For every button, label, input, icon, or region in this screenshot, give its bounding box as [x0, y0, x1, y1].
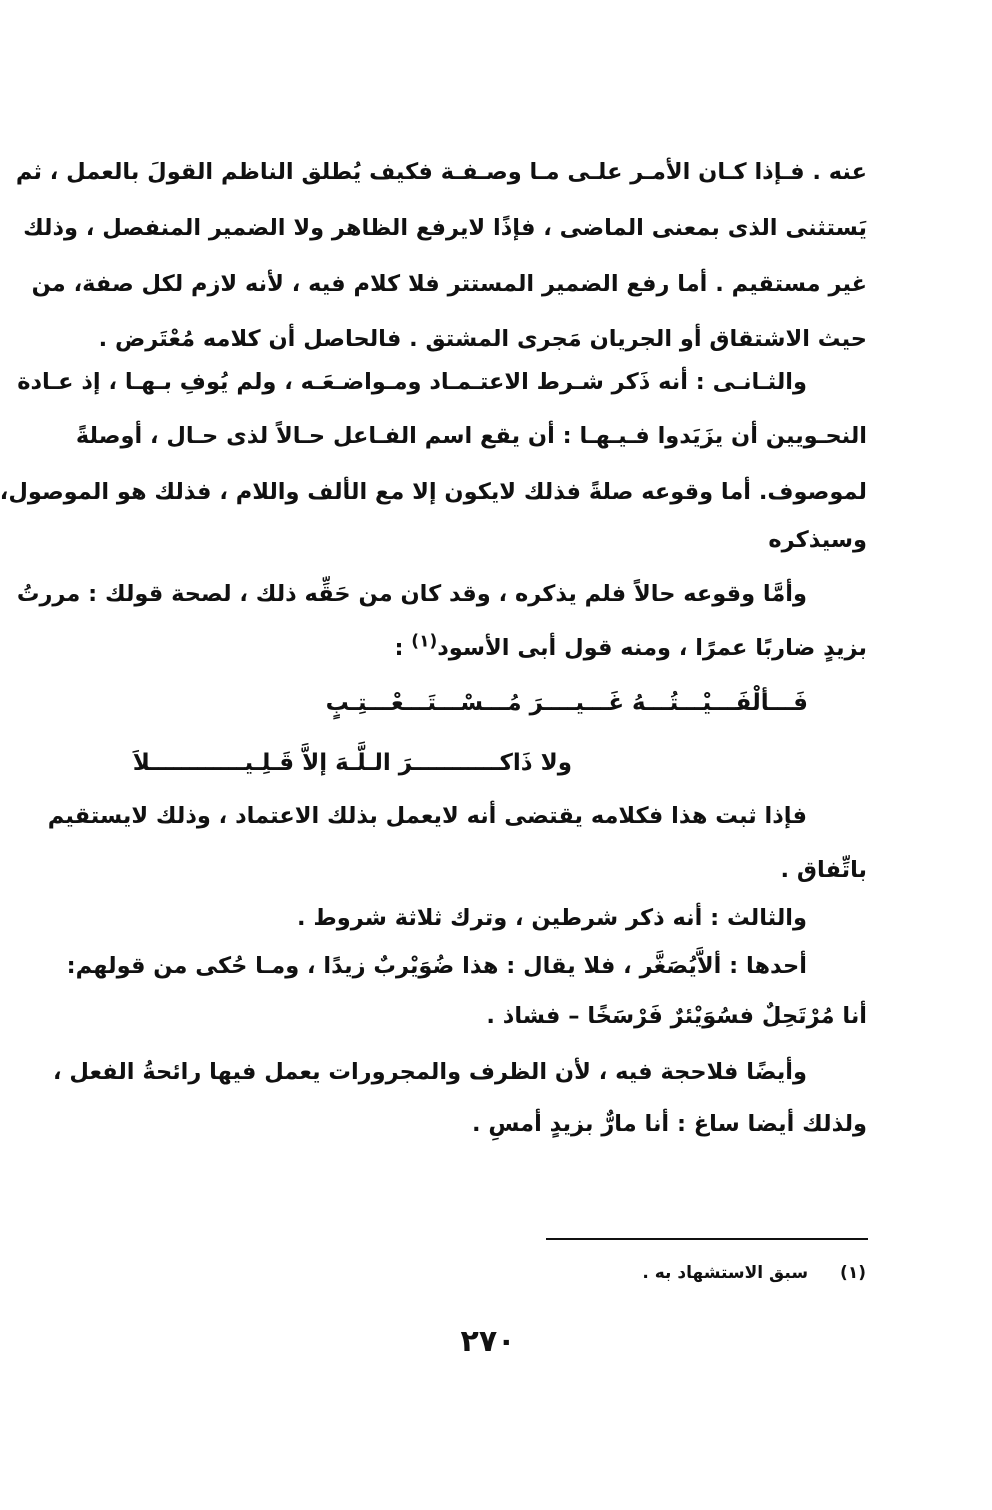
footnote-separator [546, 1238, 868, 1240]
body-line-8: وسيذكره [768, 527, 867, 553]
body-line-10 [122, 628, 867, 668]
body-line-3: غير مستقيم . أما رفع الضمير المستتر فلا كلام فيه ، لأنه لازم لكل صفة، من [31, 271, 867, 297]
body-line-14: أحدها : ألاَّيُصَغَّر ، فلا يقال : هذا ضُوَيْربٌ زيدًا ، ومـا حُكى من قولهم: [66, 953, 807, 979]
body-line-12: باتِّفاق . [780, 857, 867, 883]
page-number: ٢٧٠ [460, 1324, 516, 1359]
body-line-6: النحـويين أن يزَيَدوا فـيـهـا : أن يقع اسم الفـاعل حـالاً لذى حـال ، أوصلةً [75, 423, 867, 449]
body-line-17: ولذلك أيضا ساغ : أنا مارٌّ بزيدٍ أمسِ . [471, 1111, 867, 1137]
body-line-9: وأمَّا وقوعه حالاً فلم يذكره ، وقد كان من حَقِّه ذلك ، لصحة قولك : مررتُ [16, 581, 807, 607]
body-line-13: والثالث : أنه ذكر شرطين ، وترك ثلاثة شروط . [297, 905, 807, 931]
body-text-upper [0, 152, 867, 672]
verse-first-hemistich: فَـــألْفَـــيْـــتُـــهُ غَـــيــــرَ مُـــسْـــتَـــعْـــتِـبٍ [325, 690, 808, 716]
footnote [642, 1258, 866, 1288]
body-line-4: حيث الاشتقاق أو الجريان مَجرى المشتق . فالحاصل أن كلامه مُعْتَرض . [98, 326, 867, 352]
body-line-2: يَستثنى الذى بمعنى الماضى ، فإذًا لايرفع الظاهر ولا الضمير المنفصل ، وذلك [23, 215, 867, 241]
footnote-text: سبق الاستشهاد به . [642, 1263, 809, 1283]
line-10-text: بزيدٍ ضاربًا عمرًا ، ومنه قول أبى الأسود [437, 635, 867, 661]
body-line-7: لموصوف. أما وقوعه صلةً فذلك لايكون إلا مع الألف واللام ، فذلك هو الموصول، [0, 479, 867, 505]
body-line-16: وأيضًا فلاحجة فيه ، لأن الظرف والمجرورات يعمل فيها رائحةُ الفعل ، [52, 1059, 807, 1085]
verse-second-hemistich: ولا ذَاكـــــــــــرَ الـلَّـهَ إلاَّ قَـلِـيــــــــــــلاَ [132, 750, 572, 776]
body-line-5: والثـانـى : أنه ذَكر شـرط الاعتـمـاد ومـواضـعَـه ، ولم يُوفِ بـهـا ، إذ عـادة [17, 369, 807, 395]
body-line-1: عنه . فـإذا كـان الأمـر علـى مـا وصـفـة فكيف يُطلق الناظم القولَ بالعمل ، ثم [15, 159, 867, 185]
body-line-15: أنا مُرْتَحِلٌ فسُوَيْئرٌ فَرْسَخًا – فشاذ . [486, 1003, 867, 1029]
footnote-reference: (١) [411, 631, 438, 652]
body-line-11: فإذا ثبت هذا فكلامه يقتضى أنه لايعمل بذلك الاعتماد ، وذلك لايستقيم [47, 803, 807, 829]
body-text-lower [47, 796, 867, 1176]
footnote-number: (١) [840, 1263, 866, 1283]
line-10-colon: : [394, 635, 412, 661]
